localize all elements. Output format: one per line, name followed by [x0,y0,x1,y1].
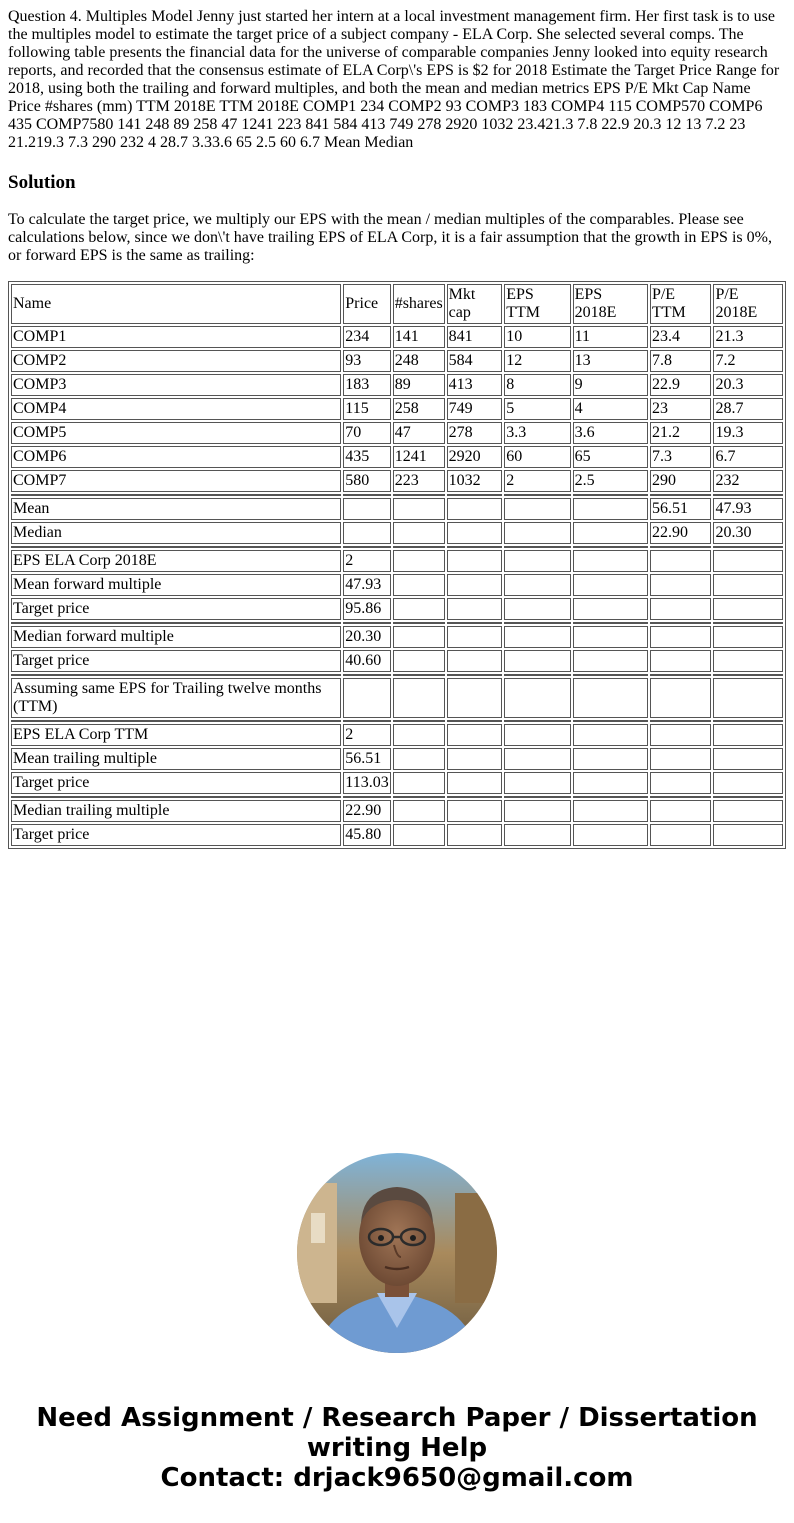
row-value: 2 [343,550,390,572]
row-label: Assuming same EPS for Trailing twelve months (TTM) [11,678,341,718]
table-row [11,374,783,396]
table-cell: 234 [343,326,390,348]
table-header-row [11,284,783,324]
table-row [11,326,783,348]
row-value: 20.30 [343,626,390,648]
table-cell: 841 [447,326,503,348]
table-cell: 89 [393,374,445,396]
table-cell: 248 [393,350,445,372]
eps-ttm-row [11,724,783,746]
table-cell: 7.3 [650,446,712,468]
target-price-row [11,824,783,846]
solution-intro: To calculate the target price, we multiply our EPS with the mean / median multiples of the comparables. Please see calculations below, since we don\'t have trailing EPS of ELA Corp, it is a fair assumption that the growth in EPS is 0%, or forward EPS is the same as trailing: [8,211,772,264]
table-cell: 1241 [393,446,445,468]
row-label: Target price [11,598,341,620]
table-cell: 4 [573,398,648,420]
table-cell: 2 [504,470,570,492]
table-cell: COMP1 [11,326,341,348]
row-label: Target price [11,824,341,846]
table-cell: 3.6 [573,422,648,444]
median-row [11,522,783,544]
table-cell: 580 [343,470,390,492]
mean-pe-ttm: 56.51 [650,498,712,520]
table-cell: 22.9 [650,374,712,396]
table-cell: 413 [447,374,503,396]
table-row [11,470,783,492]
table-cell: 10 [504,326,570,348]
mean-pe-2018e: 47.93 [713,498,783,520]
table-cell: 223 [393,470,445,492]
row-value: 95.86 [343,598,390,620]
median-pe-2018e: 20.30 [713,522,783,544]
ad-line-2: writing Help [306,1433,488,1463]
header-cell: P/E 2018E [713,284,783,324]
table-cell: COMP6 [11,446,341,468]
row-value: 22.90 [343,800,390,822]
table-row [11,398,783,420]
row-value: 47.93 [343,574,390,596]
table-cell: 12 [504,350,570,372]
mean-trailing-row [11,748,783,770]
table-cell: 7.2 [713,350,783,372]
table-cell: 9 [573,374,648,396]
table-cell: 23.4 [650,326,712,348]
question-text: Question 4. Multiples Model Jenny just started her intern at a local investment management firm. Her first task is to use the multiples model to estimate the target price of a subject company - ELA Corp. She selected several comps. The following table presents the financial data for the universe of comparable companies Jenny looked into equity research reports, and recorded that the consensus estimate of ELA Corp\'s EPS is $2 for 2018 Estimate the Target Price Range for 2018, using both the trailing and forward multiples, and both the mean and median metrics EPS P/E Mkt Cap Name Price #shares (mm) TTM 2018E TTM 2018E COMP1 234 COMP2 93 COMP3 183 COMP4 115 COMP570 COMP6 435 COMP7580 141 248 89 258 47 1241 223 841 584 413 749 278 2920 1032 23.421.3 7.8 22.9 20.3 12 13 7.2 23 21.219.3 7.3 290 232 4 28.7 3.33.6 65 2.5 60 6.7 Mean Median [8,8,780,151]
median-trailing-row [11,800,783,822]
table-cell: 8 [504,374,570,396]
mean-row [11,498,783,520]
median-forward-row [11,626,783,648]
row-label: Mean forward multiple [11,574,341,596]
table-cell: 2.5 [573,470,648,492]
table-separator-row [11,546,783,548]
median-pe-ttm: 22.90 [650,522,712,544]
table-cell: 183 [343,374,390,396]
header-cell: Name [11,284,341,324]
table-cell: 21.3 [713,326,783,348]
table-cell: COMP4 [11,398,341,420]
header-cell: EPS TTM [504,284,570,324]
table-cell: 65 [573,446,648,468]
row-value: 2 [343,724,390,746]
table-cell: 20.3 [713,374,783,396]
row-value: 40.60 [343,650,390,672]
table-cell: 3.3 [504,422,570,444]
avatar-portrait [297,1153,497,1353]
table-cell: 584 [447,350,503,372]
row-label: Target price [11,650,341,672]
ad-contact-line: Contact: drjack9650@gmail.com [160,1463,634,1493]
multiples-table-container [8,281,786,849]
table-cell: 290 [650,470,712,492]
table-cell: 21.2 [650,422,712,444]
header-cell: P/E TTM [650,284,712,324]
table-cell: 13 [573,350,648,372]
eps-2018e-row [11,550,783,572]
row-value: 113.03 [343,772,390,794]
table-cell: 258 [393,398,445,420]
table-cell: 115 [343,398,390,420]
table-cell: 47 [393,422,445,444]
row-label: EPS ELA Corp 2018E [11,550,341,572]
header-cell: Price [343,284,390,324]
row-value: 56.51 [343,748,390,770]
table-separator-row [11,622,783,624]
solution-heading: Solution [8,172,76,193]
table-cell: COMP3 [11,374,341,396]
table-cell: 6.7 [713,446,783,468]
table-separator-row [11,494,783,496]
ad-line-1: Need Assignment / Research Paper / Dissertation [36,1403,758,1433]
table-cell: COMP2 [11,350,341,372]
row-label: Target price [11,772,341,794]
header-cell: EPS 2018E [573,284,648,324]
assumption-row [11,678,783,718]
table-cell: 435 [343,446,390,468]
target-price-row [11,650,783,672]
table-cell: 28.7 [713,398,783,420]
multiples-table [8,281,786,849]
row-label: Mean trailing multiple [11,748,341,770]
table-cell: 1032 [447,470,503,492]
row-label: Median trailing multiple [11,800,341,822]
table-cell: 19.3 [713,422,783,444]
mean-forward-row [11,574,783,596]
table-cell: COMP7 [11,470,341,492]
table-cell: 749 [447,398,503,420]
table-cell: 141 [393,326,445,348]
contact-advertisement [0,1403,794,1493]
table-cell: COMP5 [11,422,341,444]
table-row [11,422,783,444]
table-cell: 11 [573,326,648,348]
row-label: Median [11,522,341,544]
table-cell: 70 [343,422,390,444]
row-label: Mean [11,498,341,520]
table-cell: 7.8 [650,350,712,372]
table-cell: 232 [713,470,783,492]
target-price-row [11,772,783,794]
table-cell: 60 [504,446,570,468]
header-cell: Mkt cap [447,284,503,324]
table-row [11,350,783,372]
table-cell: 93 [343,350,390,372]
row-label: EPS ELA Corp TTM [11,724,341,746]
row-label: Median forward multiple [11,626,341,648]
table-separator-row [11,720,783,722]
table-cell: 5 [504,398,570,420]
table-cell: 278 [447,422,503,444]
table-separator-row [11,674,783,676]
table-cell: 2920 [447,446,503,468]
table-cell: 23 [650,398,712,420]
author-avatar [297,1153,497,1353]
row-value: 45.80 [343,824,390,846]
target-price-row [11,598,783,620]
table-row [11,446,783,468]
header-cell: #shares [393,284,445,324]
table-separator-row [11,796,783,798]
